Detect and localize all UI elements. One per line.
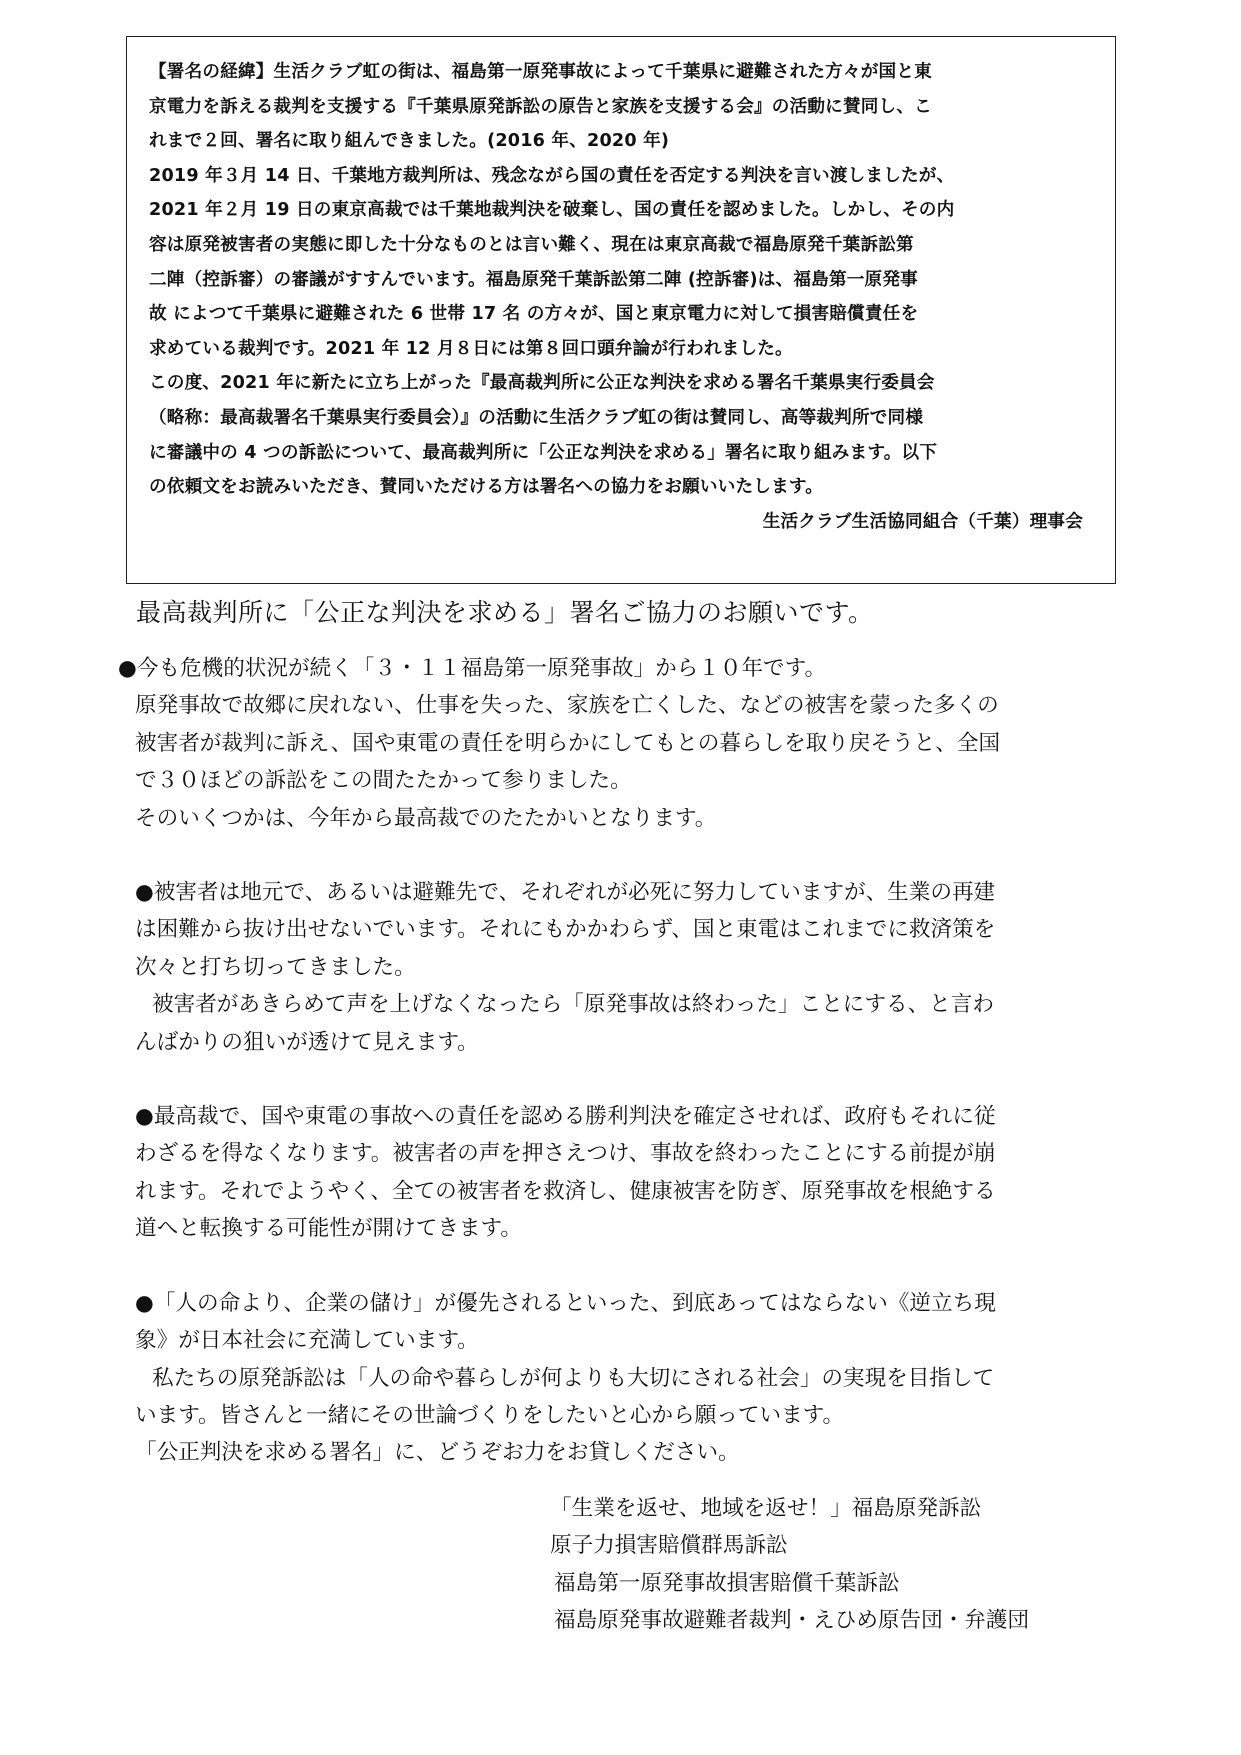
signoff-line: 福島第一原発事故損害賠償千葉訴訟: [554, 1570, 900, 1596]
signoff-line: 「生業を返せ、地域を返せ！」福島原発訴訟: [550, 1496, 982, 1521]
paragraph-line: んばかりの狙いが透けて見えます。: [135, 1029, 479, 1055]
paragraph-line: そのいくつかは、今年から最高裁でのたたかいとなります。: [135, 805, 717, 831]
paragraph-line: 原発事故で故郷に戻れない、仕事を失った、家族を亡くした、などの被害を蒙った多くの: [135, 693, 999, 719]
notice-line: 【署名の経緯】生活クラブ虹の街は、福島第一原発事故によって千葉県に避難された方々が国と東: [149, 62, 932, 82]
body-text: [118, 650, 1128, 1509]
notice-line: れまで２回、署名に取り組んできました。(2016 年、2020 年): [149, 131, 670, 152]
paragraph-line: れます。それでようやく、全ての被害者を救済し、健康被害を防ぎ、原発事故を根絶する: [135, 1178, 996, 1204]
paragraph-line: で３０ほどの訴訟をこの間たたかって参りました。: [135, 768, 632, 794]
signoff-block: [550, 1490, 1029, 1640]
page-title: 最高裁判所に「公正な判決を求める」署名ご協力のお願いです。: [136, 598, 874, 627]
notice-line: の依頼文をお読みいただき、賛同いただける方は署名への協力をお願いいたします。: [149, 477, 824, 498]
paragraph: [118, 1285, 1128, 1472]
notice-line: 京電力を訴える裁判を支援する『千葉県原発訴訟の原告と家族を支援する会』の活動に賛同し、こ: [149, 96, 932, 117]
paragraph: [118, 650, 1128, 837]
paragraph-line: います。皆さんと一緒にその世論づくりをしたいと心から願っています。: [135, 1402, 845, 1428]
notice-line: 求めている裁判です。2021 年 12 月８日には第８回口頭弁論が行われました。: [149, 338, 793, 359]
notice-line: 2021 年２月 19 日の東京高裁では千葉地裁判決を破棄し、国の責任を認めました。しかし、その内: [149, 200, 955, 221]
paragraph-line: 「公正判決を求める署名」に、どうぞお力をお貸しください。: [135, 1440, 740, 1466]
signoff-line: 原子力損害賠償群馬訴訟: [550, 1533, 788, 1559]
paragraph: [118, 874, 1128, 1061]
paragraph-line: ●最高裁で、国や東電の事故への責任を認める勝利判決を確定させれば、政府もそれに従: [135, 1104, 996, 1130]
paragraph-line: 被害者があきらめて声を上げなくなったら「原発事故は終わった」ことにする、と言わ: [152, 992, 994, 1018]
paragraph-line: は困難から抜け出せないでいます。それにもかかわらず、国と東電はこれまでに救済策を: [135, 917, 996, 943]
notice-line: に審議中の 4 つの訴訟について、最高裁判所に「公正な判決を求める」署名に取り組みます。以下: [149, 442, 938, 463]
paragraph-line: 被害者が裁判に訴え、国や東電の責任を明らかにしてもとの暮らしを取り戻そうと、全国: [135, 730, 1001, 756]
paragraph-line: ●被害者は地元で、あるいは避難先で、それぞれが必死に努力していますが、生業の再建: [135, 880, 996, 906]
notice-line: 二陣（控訴審）の審議がすすんでいます。福島原発千葉訴訟第二陣 (控訴審)は、福島第一原発事: [149, 269, 918, 290]
notice-line: （略称：最高裁署名千葉県実行委員会）』の活動に生活クラブ虹の街は賛同し、高等裁判所で同様: [149, 407, 924, 428]
paragraph-line: わざるを得なくなります。被害者の声を押さえつけ、事故を終わったことにする前提が崩: [135, 1141, 996, 1167]
paragraph-line: 象》が日本社会に充満しています。: [135, 1328, 479, 1354]
paragraph-line: ●今も危機的状況が続く「３・１１福島第一原発事故」から１０年です。: [118, 656, 827, 681]
notice-line: 2019 年３月 14 日、千葉地方裁判所は、残念ながら国の責任を否定する判決を言い渡しましたが、: [149, 165, 955, 186]
paragraph-line: 私たちの原発訴訟は「人の命や暮らしが何よりも大切にされる社会」の実現を目指して: [152, 1365, 995, 1391]
notice-line: この度、2021 年に新たに立ち上がった『最高裁判所に公正な判決を求める署名千葉県実行委員会: [149, 373, 935, 394]
notice-box: [126, 36, 1116, 584]
paragraph-line: 道へと転換する可能性が開けてきます。: [135, 1216, 522, 1242]
paragraph-line: 次々と打ち切ってきました。: [135, 954, 416, 980]
notice-signature: 生活クラブ生活協同組合（千葉）理事会: [762, 511, 1083, 532]
notice-line: 容は原発被害者の実態に即した十分なものとは言い難く、現在は東京高裁で福島原発千葉訴訟第: [149, 234, 914, 255]
paragraph: [118, 1098, 1128, 1248]
notice-line: 故 によつて千葉県に避難された 6 世帯 17 名 の方々が、国と東京電力に対して損害賠償責任を: [149, 304, 919, 325]
signoff-line: 福島原発事故避難者裁判・えひめ原告団・弁護団: [554, 1608, 1030, 1634]
paragraph-line: ●「人の命より、企業の儲け」が優先されるといった、到底あってはならない《逆立ち現: [135, 1290, 996, 1316]
